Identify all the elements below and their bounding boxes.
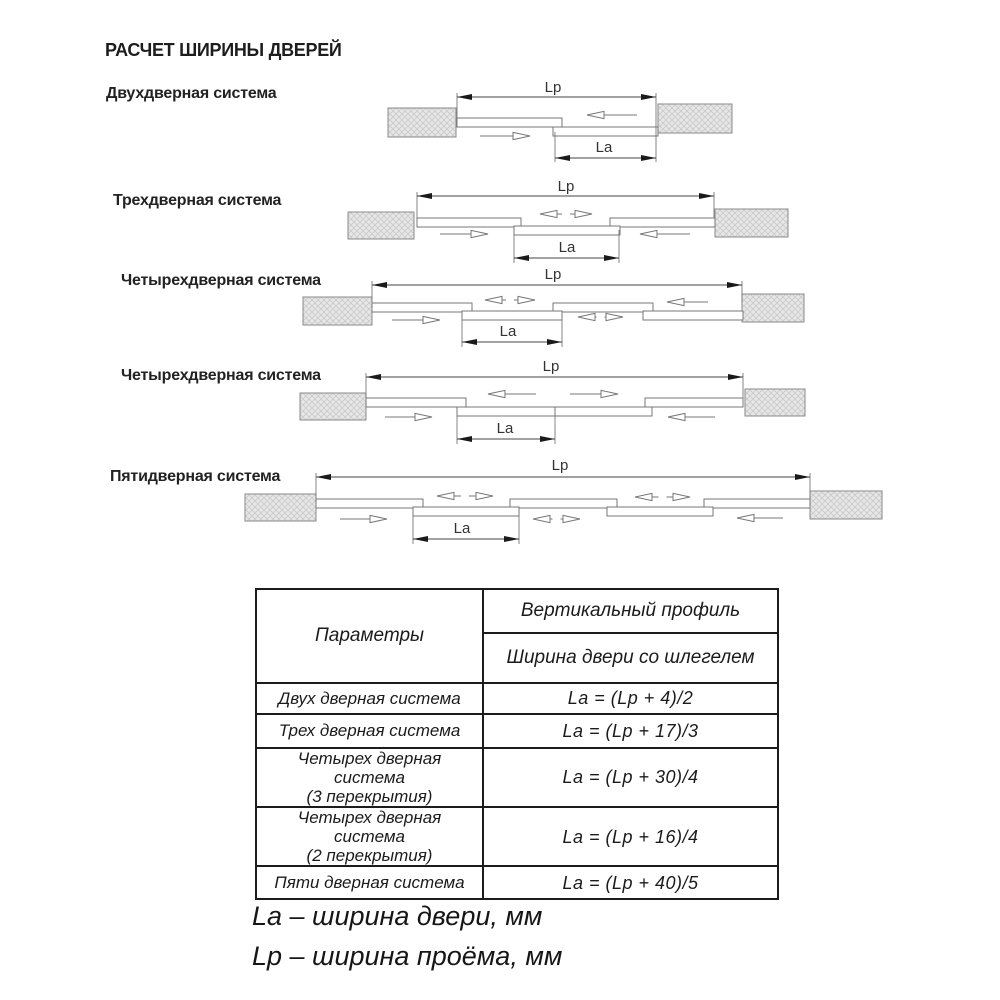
diagram-five-door-system (238, 448, 888, 558)
door-panel (704, 499, 810, 508)
door-panel (316, 499, 423, 508)
param-cell: Пяти дверная система (256, 866, 483, 899)
label-three-door-system: Трехдверная система (113, 192, 282, 209)
formula-cell: La = (Lp + 40)/5 (483, 866, 778, 899)
wall (658, 104, 732, 133)
legend (252, 901, 562, 981)
dimension-label: Lp (557, 178, 575, 195)
door-panel (553, 303, 653, 312)
param-cell: Четырех дверная система (3 перекрытия) (256, 748, 483, 807)
table-row (256, 748, 778, 807)
label-four-door-system-2: Четырехдверная система (121, 367, 321, 384)
formula-cell: La = (Lp + 17)/3 (483, 714, 778, 748)
label-two-door-system: Двухдверная система (106, 85, 277, 102)
wall (715, 209, 788, 237)
door-panel (514, 226, 620, 235)
dimension-label: Lp (544, 266, 562, 283)
door-panel (555, 407, 652, 416)
legend-la: La – ширина двери, мм (252, 901, 543, 931)
door-panel (607, 507, 713, 516)
formula-cell: La = (Lp + 16)/4 (483, 807, 778, 866)
header-parameters: Параметры (256, 589, 483, 683)
wall (300, 393, 366, 420)
door-panel (417, 218, 521, 227)
header-door-width-schlegel: Ширина двери со шлегелем (483, 633, 778, 683)
diagram-four-door-system-2-overlaps (293, 360, 810, 454)
wall (810, 491, 882, 519)
table-row (256, 683, 778, 714)
formula-cell: La = (Lp + 30)/4 (483, 748, 778, 807)
dimension-label: La (499, 323, 517, 340)
door-panel (366, 398, 466, 407)
param-cell: Двух дверная система (256, 683, 483, 714)
dimension-label: La (453, 520, 471, 537)
table-header-row-1 (256, 589, 778, 633)
wall (303, 297, 372, 325)
dimension-label: La (558, 239, 576, 256)
wall (348, 212, 414, 239)
label-five-door-system: Пятидверная система (110, 468, 281, 485)
table-row (256, 866, 778, 899)
door-panel (553, 127, 658, 136)
dimension-label: Lp (551, 457, 569, 474)
table-row (256, 807, 778, 866)
wall (745, 389, 805, 416)
diagram-three-door-system (335, 178, 805, 270)
dimension-label: La (595, 139, 613, 156)
table-row (256, 714, 778, 748)
door-panel (457, 118, 562, 127)
label-four-door-system-1: Четырехдверная система (121, 272, 321, 289)
door-panel (510, 499, 617, 508)
legend-lp: Lp – ширина проёма, мм (252, 941, 563, 971)
door-panel (413, 507, 519, 516)
page-title: РАСЧЕТ ШИРИНЫ ДВЕРЕЙ (105, 40, 342, 60)
door-panel (457, 407, 555, 416)
door-panel (372, 303, 472, 312)
wall (245, 494, 316, 521)
diagram-two-door-system (375, 79, 750, 172)
wall (742, 294, 804, 322)
param-cell: Трех дверная система (256, 714, 483, 748)
door-panel (462, 311, 562, 320)
door-panel (645, 398, 743, 407)
formula-table (255, 588, 779, 900)
header-vertical-profile: Вертикальный профиль (483, 589, 778, 633)
dimension-label: Lp (542, 358, 560, 375)
dimension-label: La (496, 420, 514, 437)
door-panel (643, 311, 743, 320)
diagram-four-door-system-3-overlaps (295, 262, 810, 354)
door-panel (610, 218, 715, 227)
formula-cell: La = (Lp + 4)/2 (483, 683, 778, 714)
param-cell: Четырех дверная система (2 перекрытия) (256, 807, 483, 866)
wall (388, 108, 456, 137)
dimension-label: Lp (544, 79, 562, 96)
